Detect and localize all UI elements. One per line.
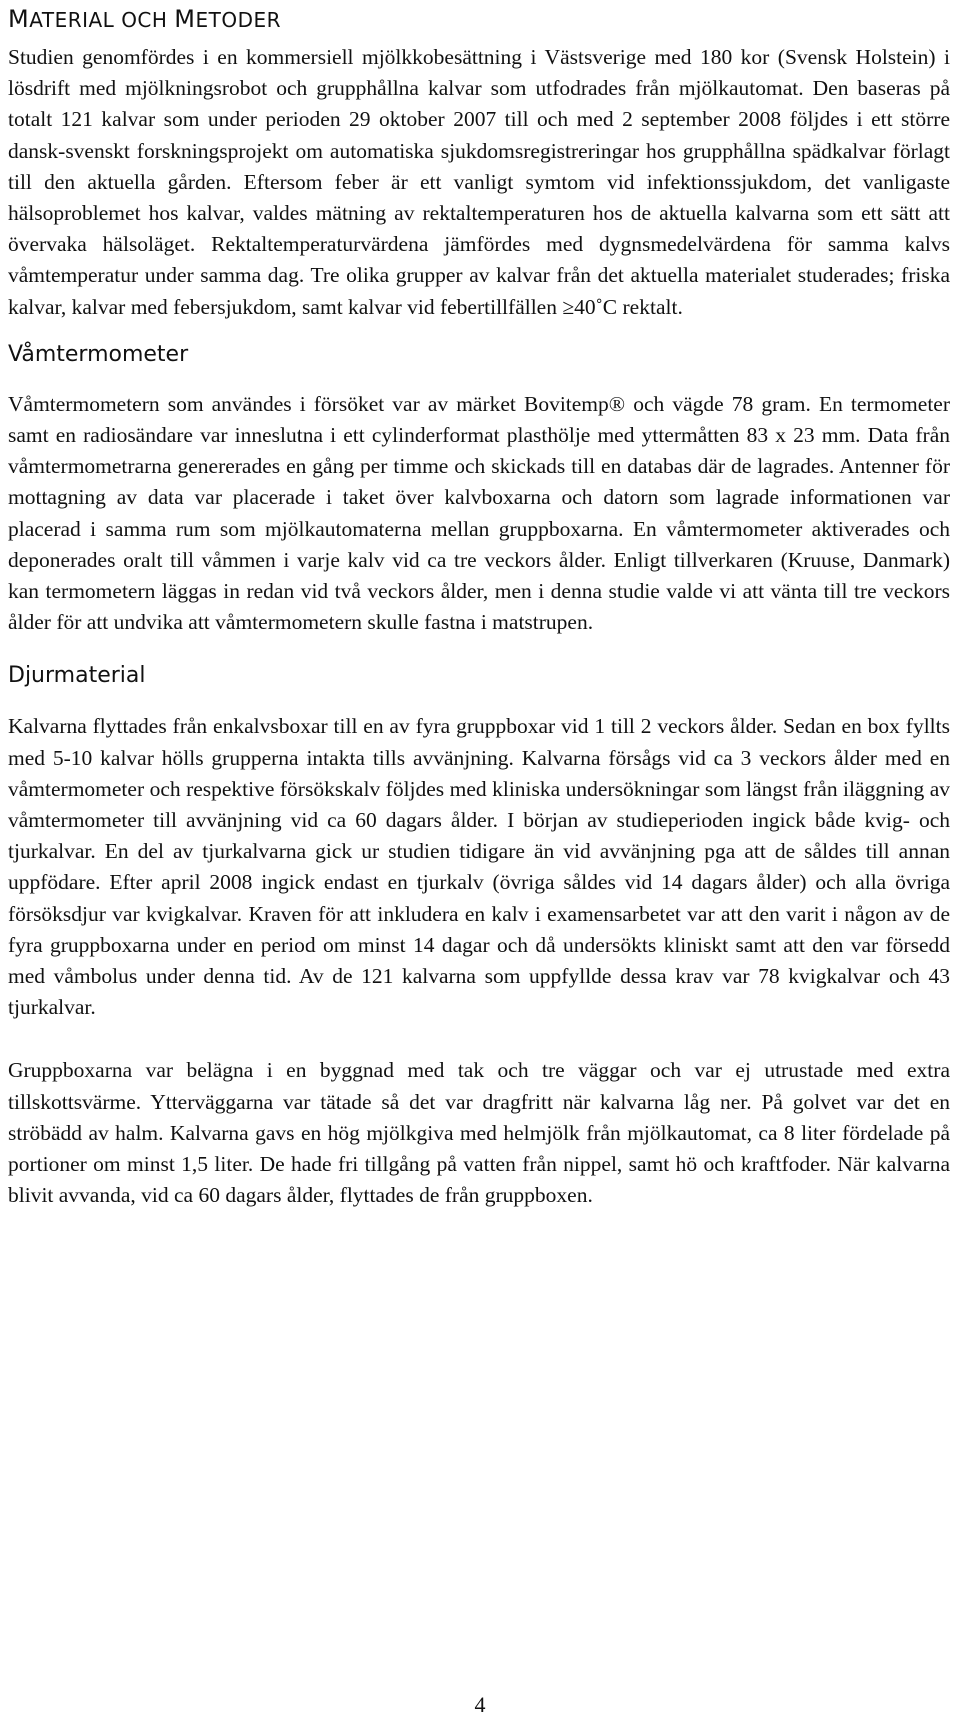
page-number: 4 xyxy=(474,1692,486,1717)
subheading-vamtermometer: Våmtermometer xyxy=(8,341,189,367)
paragraph-djurmaterial: Kalvarna flyttades från enkalvsboxar till en av fyra gruppboxar vid 1 till 2 veckors ålder. Sedan en box fyllts med 5-10 kalvar hölls grupperna intakta tills avvänjning. Kalvarna försågs vid ca 3 veckors ålder med en våmtermometer och respektive försökskalv följdes med kliniska undersökningar som längst från iläggning av våmtermometer till avvänjning vid ca 60 dagars ålder. I början av studieperioden ingick både kvig- och tjurkalvar. En del av tjurkalvarna gick ur studien tidigare än vid avvänjning pga att de såldes till annan uppfödare. Efter april 2008 ingick endast en tjurkalv (övriga såldes vid 14 dagars ålder) och alla övriga försöksdjur var kvigkalvar. Kraven för att inkludera en kalv i examensarbetet var att den varit i någon av de fyra gruppboxarna under en period om minst 14 dagar och då undersökts kliniskt samt att den var försedd med våmbolus under denna tid. Av de 121 kalvarna som uppfyllde dessa krav var 78 kvigkalvar och 43 tjurkalvar. xyxy=(8,714,950,1020)
paragraph-study-overview: Studien genomfördes i en kommersiell mjölkkobesättning i Västsverige med 180 kor (Svensk Holstein) i lösdrift med mjölkningsrobot och grupphållna kalvar som utfodrades från mjölkautomat. Den baseras på totalt 121 kalvar som under perioden 29 oktober 2007 till och med 2 september 2008 följdes i ett större dansk-svenskt forskningsprojekt om automatiska sjukdomsregistreringar hos grupphållna spädkalvar förlagt till den aktuella gården. Eftersom feber är ett vanligt symtom vid infektionssjukdom, det vanligaste hälsoproblemet hos kalvar, valdes mätning av rektaltemperaturen hos de aktuella kalvarna som ett sätt att övervaka hälsoläget. Rektaltemperaturvärdena jämfördes med dygnsmedelvärdena för samma kalvs våmtemperatur under samma dag. Tre olika grupper av kalvar från det aktuella materialet studerades; friska kalvar, kalvar med febersjukdom, samt kalvar vid febertillfällen ≥40˚C rektalt. xyxy=(8,45,950,319)
subheading-djurmaterial: Djurmaterial xyxy=(8,663,146,689)
heading-word-rest: ETODER xyxy=(195,8,282,32)
heading-initial: M xyxy=(8,5,30,33)
heading-word: OCH xyxy=(121,8,168,32)
document-page xyxy=(8,0,950,1212)
paragraph-housing: Gruppboxarna var belägna i en byggnad med tak och tre väggar och var ej utrustade med extra tillskottsvärme. Ytterväggarna var tätade så det var dragfritt när kalvarna låg ner. På golvet var det en ströbädd av halm. Kalvarna gavs en hög mjölkgiva med helmjölk från mjölkautomat, ca 8 liter fördelade på portioner om minst 1,5 liter. De hade fri tillgång på vatten från nippel, samt hö och kraftfoder. När kalvarna blivit avvanda, vid ca 60 dagars ålder, flyttades de från gruppboxen. xyxy=(8,1058,950,1208)
heading-word-rest: ATERIAL xyxy=(29,8,115,32)
section-heading xyxy=(8,4,950,34)
heading-initial: M xyxy=(174,5,196,33)
paragraph-vamtermometer: Våmtermometern som användes i försöket var av märket Bovitemp® och vägde 78 gram. En termometer samt en radiosändare var inneslutna i ett cylinderformat plasthölje med yttermåtten 83 x 23 mm. Data från våmtermometrarna genererades en gång per timme och skickads till en databas där de lagrades. Antenner för mottagning av data var placerade i taket över kalvboxarna och datorn som lagrade informationen var placerad i samma rum som mjölkautomaterna mellan gruppboxarna. En våmtermometer aktiverades och deponerades oralt till våmmen i varje kalv vid ca tre veckors ålder. Enligt tillverkaren (Kruuse, Danmark) kan termometern läggas in redan vid två veckors ålder, men i denna studie valde vi att vänta till tre veckors ålder för att undvika att våmtermometern skulle fastna i matstrupen. xyxy=(8,391,950,635)
